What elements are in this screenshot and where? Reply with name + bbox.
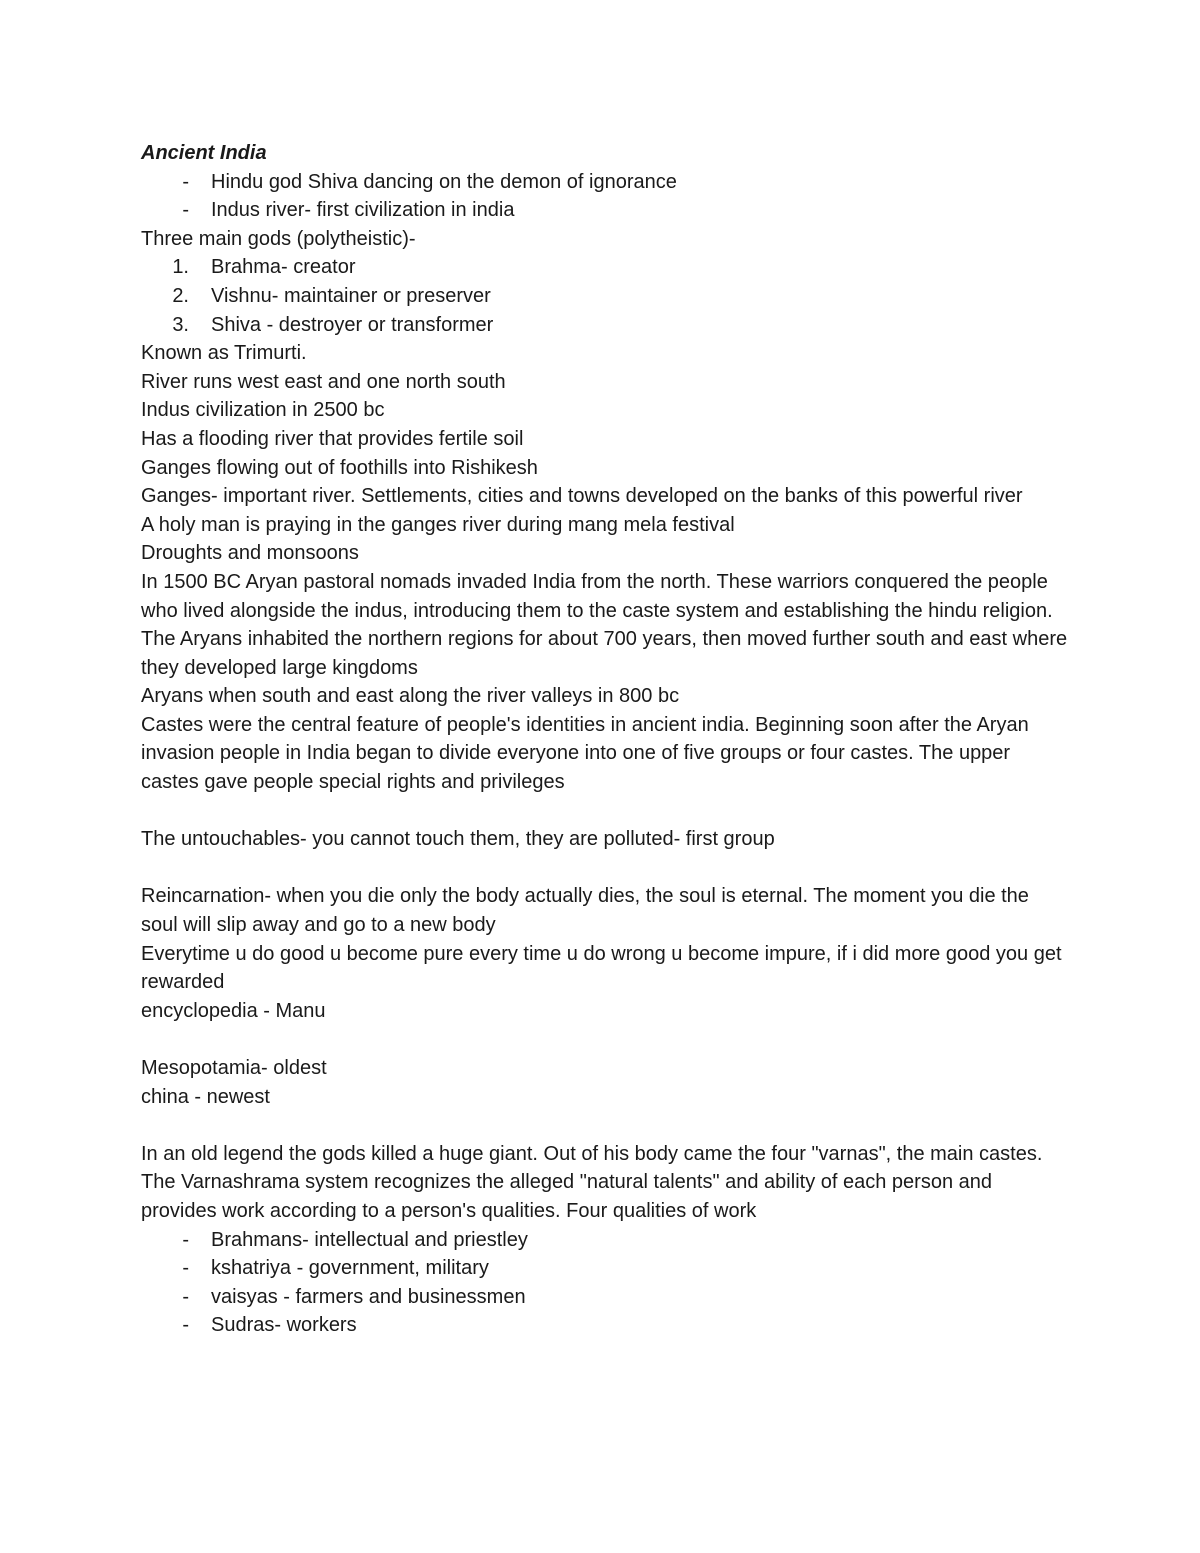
bullet-marker: -: [182, 1314, 189, 1337]
paragraph: Mesopotamia- oldest: [141, 1057, 327, 1079]
bullet-marker: -: [182, 1285, 189, 1308]
blank-line: [141, 797, 1071, 826]
bullet-marker: -: [182, 1257, 189, 1280]
list-item: [141, 168, 1071, 197]
paragraph: china - newest: [141, 1085, 270, 1108]
blank-line: [141, 854, 1071, 883]
paragraph: A holy man is praying in the ganges river during mang mela festival: [141, 513, 735, 536]
paragraph: Indus civilization in 2500 bc: [141, 399, 385, 422]
paragraph: Everytime u do good u become pure every time u do wrong u become impure, if i did more good you get rewarded: [141, 942, 1062, 994]
list-item-text: Brahmans- intellectual and priestley: [211, 1228, 528, 1251]
numbered-item: [141, 282, 1071, 311]
list-item: [141, 1311, 1071, 1340]
number-marker: 1.: [172, 256, 189, 279]
numbered-item-text: Vishnu- maintainer or preserver: [211, 284, 491, 307]
list-item-text: vaisyas - farmers and businessmen: [211, 1285, 526, 1308]
list-item-text: kshatriya - government, military: [211, 1257, 489, 1280]
paragraph: In 1500 BC Aryan pastoral nomads invaded India from the north. These warriors conquered the people who lived alongside the indus, introducing them to the caste system and establishing the hindu religion. The Aryans inhabited the northern regions for about 700 years, then moved further south and east where they developed large kingdoms: [141, 570, 1068, 679]
list-item: [141, 1283, 1071, 1312]
paragraph: The untouchables- you cannot touch them, they are polluted- first group: [141, 828, 775, 851]
paragraph: The Varnashrama system recognizes the alleged "natural talents" and ability of each person and provides work according to a person's qualities. Four qualities of work: [141, 1171, 992, 1222]
numbered-item-text: Brahma- creator: [211, 256, 356, 279]
paragraph: Reincarnation- when you die only the body actually dies, the soul is eternal. The moment you die the soul will slip away and go to a new body: [141, 885, 1029, 937]
page-title: Ancient India: [141, 142, 267, 164]
document-page: [141, 139, 1071, 1340]
numbered-item-text: Shiva - destroyer or transformer: [211, 313, 494, 336]
bullet-marker: -: [182, 199, 189, 222]
paragraph: Aryans when south and east along the river valleys in 800 bc: [141, 685, 680, 708]
number-marker: 2.: [172, 284, 189, 307]
list-item-text: Hindu god Shiva dancing on the demon of ignorance: [211, 170, 677, 193]
paragraph: encyclopedia - Manu: [141, 999, 326, 1022]
list-item: [141, 196, 1071, 225]
blank-line: [141, 1025, 1071, 1054]
paragraph: Has a flooding river that provides fertile soil: [141, 427, 524, 450]
list-item-text: Indus river- first civilization in india: [211, 199, 515, 222]
paragraph: Known as Trimurti.: [141, 342, 307, 365]
blank-line: [141, 1111, 1071, 1140]
paragraph: Ganges flowing out of foothills into Rishikesh: [141, 456, 538, 479]
numbered-item: [141, 311, 1071, 340]
list-item-text: Sudras- workers: [211, 1314, 357, 1337]
paragraph: Droughts and monsoons: [141, 542, 359, 565]
paragraph: Ganges- important river. Settlements, cities and towns developed on the banks of this powerful river: [141, 485, 1023, 508]
paragraph: River runs west east and one north south: [141, 370, 506, 393]
bullet-marker: -: [182, 1228, 189, 1251]
paragraph: Castes were the central feature of people's identities in ancient india. Beginning soon after the Aryan invasion people in India began to divide everyone into one of five groups or four castes. The upper castes gave people special rights and privileges: [141, 713, 1029, 794]
paragraph: In an old legend the gods killed a huge giant. Out of his body came the four "varnas", the main castes.: [141, 1142, 1043, 1165]
gods-heading: Three main gods (polytheistic)-: [141, 227, 416, 250]
list-item: [141, 1226, 1071, 1255]
bullet-marker: -: [182, 170, 189, 193]
numbered-item: [141, 253, 1071, 282]
list-item: [141, 1254, 1071, 1283]
number-marker: 3.: [172, 313, 189, 336]
